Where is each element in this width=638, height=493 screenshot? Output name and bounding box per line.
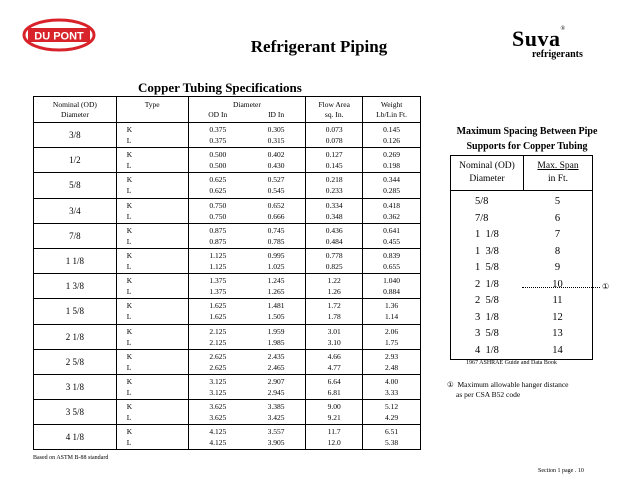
source-note: 1967 ASHRAE Guide and Data Book bbox=[466, 360, 557, 366]
span-value: 8 bbox=[554, 245, 561, 257]
weight-cell: 2.06 1.75 bbox=[363, 324, 421, 349]
weight-cell: 5.12 4.29 bbox=[363, 400, 421, 425]
span-value: 9 bbox=[554, 262, 561, 273]
table-row bbox=[34, 248, 421, 273]
weight-cell: 6.51 5.38 bbox=[363, 425, 421, 450]
diameter-cell: 0.875 0.875 0.745 0.785 bbox=[188, 223, 306, 248]
type-cell: K L bbox=[116, 374, 188, 399]
table-row bbox=[34, 349, 421, 374]
weight-cell: 0.641 0.455 bbox=[363, 223, 421, 248]
type-cell: K L bbox=[116, 223, 188, 248]
flow-area-cell: 0.218 0.233 bbox=[306, 173, 363, 198]
span-row bbox=[451, 194, 592, 211]
span-diameter: 1 1/8 bbox=[475, 229, 499, 240]
header-weight: Weight Lb/Lin Ft. bbox=[363, 97, 421, 123]
weight-cell: 0.839 0.655 bbox=[363, 248, 421, 273]
header-diameter: Diameter OD In ID In bbox=[188, 97, 306, 123]
span-diameter: 1 5/8 bbox=[475, 262, 499, 273]
table-row bbox=[34, 324, 421, 349]
nominal-cell: 3/4 bbox=[34, 198, 117, 223]
brand-block bbox=[512, 26, 612, 60]
hanger-limit-line bbox=[522, 287, 600, 288]
span-value: 14 bbox=[552, 344, 563, 356]
span-diameter: 2 1/8 bbox=[475, 278, 499, 290]
support-spacing-title: Maximum Spacing Between Pipe Supports for Copper Tubing bbox=[456, 126, 598, 152]
flow-area-cell: 11.7 12.0 bbox=[306, 425, 363, 450]
span-diameter: 2 5/8 bbox=[475, 295, 499, 306]
flow-area-cell: 0.778 0.825 bbox=[306, 248, 363, 273]
span-row bbox=[451, 227, 592, 244]
weight-cell: 1.36 1.14 bbox=[363, 299, 421, 324]
flow-area-cell: 0.334 0.348 bbox=[306, 198, 363, 223]
hanger-limit-marker: ① bbox=[602, 282, 610, 291]
flow-area-cell: 1.22 1.26 bbox=[306, 274, 363, 299]
brand-name: Suva bbox=[512, 26, 561, 51]
table-row bbox=[34, 425, 421, 450]
flow-area-cell: 9.00 9.21 bbox=[306, 400, 363, 425]
type-cell: K L bbox=[116, 324, 188, 349]
weight-cell: 0.344 0.285 bbox=[363, 173, 421, 198]
spec-table-title: Copper Tubing Specifications bbox=[138, 80, 302, 95]
diameter-cell: 3.625 3.625 3.385 3.425 bbox=[188, 400, 306, 425]
page-title: Refrigerant Piping bbox=[250, 37, 388, 56]
flow-area-cell: 1.72 1.78 bbox=[306, 299, 363, 324]
diameter-cell: 0.750 0.750 0.652 0.666 bbox=[188, 198, 306, 223]
table-row bbox=[34, 123, 421, 148]
note-marker: ① bbox=[447, 380, 454, 389]
span-diameter: 5/8 bbox=[475, 196, 489, 207]
table-row bbox=[34, 274, 421, 299]
nominal-cell: 3 5/8 bbox=[34, 400, 117, 425]
note-line-1: Maximum allowable hanger distance bbox=[457, 380, 569, 389]
diameter-cell: 0.375 0.375 0.305 0.315 bbox=[188, 123, 306, 148]
diameter-cell: 2.625 2.625 2.435 2.465 bbox=[188, 349, 306, 374]
flow-area-cell: 0.127 0.145 bbox=[306, 148, 363, 173]
span-value: 13 bbox=[552, 328, 563, 339]
flow-area-cell: 6.64 6.81 bbox=[306, 374, 363, 399]
nominal-cell: 2 5/8 bbox=[34, 349, 117, 374]
flow-area-cell: 3.01 3.10 bbox=[306, 324, 363, 349]
span-value: 12 bbox=[552, 311, 563, 323]
type-cell: K L bbox=[116, 400, 188, 425]
span-value: 10 bbox=[552, 278, 563, 290]
brand-mark: ® bbox=[560, 26, 566, 32]
page-footer: Section 1 page . 10 bbox=[538, 468, 584, 474]
span-value: 6 bbox=[554, 212, 561, 224]
table-row bbox=[34, 374, 421, 399]
span-value: 7 bbox=[554, 229, 561, 240]
type-cell: K L bbox=[116, 349, 188, 374]
span-row bbox=[451, 343, 592, 360]
span-row bbox=[451, 326, 592, 343]
table-row bbox=[34, 173, 421, 198]
span-header-nominal: Nominal (OD) Diameter bbox=[451, 156, 524, 191]
span-diameter: 7/8 bbox=[475, 212, 489, 224]
span-value: 11 bbox=[552, 295, 563, 306]
diameter-cell: 4.125 4.125 3.557 3.905 bbox=[188, 425, 306, 450]
note-line-2: as per CSA B52 code bbox=[456, 390, 521, 399]
diameter-cell: 0.500 0.500 0.402 0.430 bbox=[188, 148, 306, 173]
weight-cell: 0.269 0.198 bbox=[363, 148, 421, 173]
copper-tubing-table bbox=[33, 96, 421, 450]
flow-area-cell: 0.073 0.078 bbox=[306, 123, 363, 148]
weight-cell: 0.145 0.126 bbox=[363, 123, 421, 148]
span-row bbox=[451, 244, 592, 261]
header-nominal: Nominal (OD) Diameter bbox=[34, 97, 117, 123]
nominal-cell: 2 1/8 bbox=[34, 324, 117, 349]
nominal-cell: 1/2 bbox=[34, 148, 117, 173]
nominal-cell: 7/8 bbox=[34, 223, 117, 248]
span-diameter: 1 3/8 bbox=[475, 245, 499, 257]
header-type: Type bbox=[116, 97, 188, 123]
type-cell: K L bbox=[116, 248, 188, 273]
weight-cell: 1.040 0.884 bbox=[363, 274, 421, 299]
span-diameter: 3 5/8 bbox=[475, 328, 499, 339]
table-row bbox=[34, 299, 421, 324]
nominal-cell: 1 5/8 bbox=[34, 299, 117, 324]
diameter-cell: 1.625 1.625 1.481 1.505 bbox=[188, 299, 306, 324]
type-cell: K L bbox=[116, 274, 188, 299]
flow-area-cell: 4.66 4.77 bbox=[306, 349, 363, 374]
flow-area-cell: 0.436 0.484 bbox=[306, 223, 363, 248]
diameter-cell: 0.625 0.625 0.527 0.545 bbox=[188, 173, 306, 198]
weight-cell: 0.418 0.362 bbox=[363, 198, 421, 223]
type-cell: K L bbox=[116, 173, 188, 198]
diameter-cell: 1.375 1.375 1.245 1.265 bbox=[188, 274, 306, 299]
table-row bbox=[34, 223, 421, 248]
span-header-max: Max. Span in Ft. bbox=[524, 156, 593, 191]
span-row bbox=[451, 277, 592, 294]
nominal-cell: 4 1/8 bbox=[34, 425, 117, 450]
table-row bbox=[34, 148, 421, 173]
logo-text: DU PONT bbox=[34, 30, 84, 43]
type-cell: K L bbox=[116, 299, 188, 324]
nominal-cell: 3/8 bbox=[34, 123, 117, 148]
support-spacing-table bbox=[450, 155, 593, 360]
diameter-cell: 1.125 1.125 0.995 1.025 bbox=[188, 248, 306, 273]
span-diameter: 4 1/8 bbox=[475, 344, 499, 356]
type-cell: K L bbox=[116, 148, 188, 173]
weight-cell: 4.00 3.33 bbox=[363, 374, 421, 399]
brand-subtitle: refrigerants bbox=[532, 49, 583, 60]
nominal-cell: 1 1/8 bbox=[34, 248, 117, 273]
span-row bbox=[451, 211, 592, 228]
span-row bbox=[451, 260, 592, 277]
hanger-note bbox=[447, 380, 597, 400]
span-row bbox=[451, 310, 592, 327]
type-cell: K L bbox=[116, 123, 188, 148]
nominal-cell: 3 1/8 bbox=[34, 374, 117, 399]
span-diameter: 3 1/8 bbox=[475, 311, 499, 323]
table-row bbox=[34, 198, 421, 223]
diameter-cell: 3.125 3.125 2.907 2.945 bbox=[188, 374, 306, 399]
diameter-cell: 2.125 2.125 1.959 1.985 bbox=[188, 324, 306, 349]
type-cell: K L bbox=[116, 198, 188, 223]
header-flow-area: Flow Area sq. In. bbox=[306, 97, 363, 123]
type-cell: K L bbox=[116, 425, 188, 450]
span-body bbox=[451, 191, 593, 360]
span-value: 5 bbox=[554, 196, 561, 207]
nominal-cell: 5/8 bbox=[34, 173, 117, 198]
span-row bbox=[451, 293, 592, 310]
weight-cell: 2.93 2.48 bbox=[363, 349, 421, 374]
table-row bbox=[34, 400, 421, 425]
standard-footnote: Based on ASTM B-88 standard bbox=[33, 455, 109, 461]
nominal-cell: 1 3/8 bbox=[34, 274, 117, 299]
